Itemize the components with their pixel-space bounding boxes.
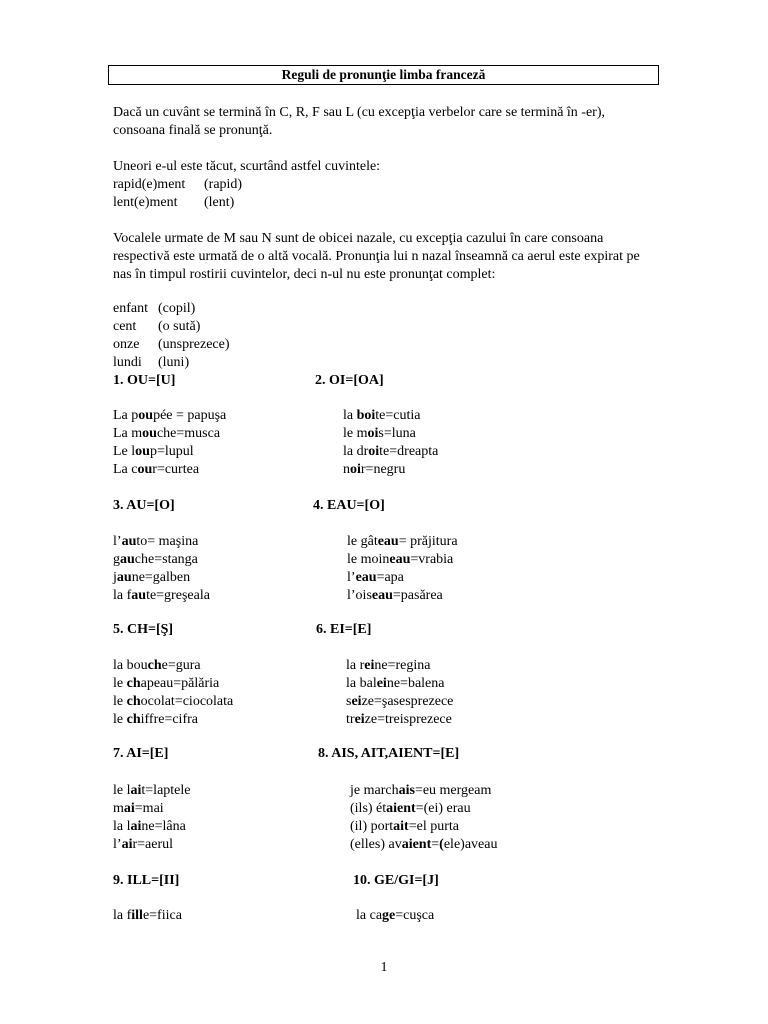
rule-example: la boite=cutia: [343, 408, 421, 423]
rule-heading: 5. CH=[Ş]: [113, 622, 174, 637]
example-word: enfant: [113, 301, 148, 316]
rule-example: l’auto= maşina: [113, 534, 199, 549]
rule-example: la cage=cuşca: [356, 908, 435, 923]
rule-example: (ils) étaient=(ei) erau: [350, 801, 471, 816]
rule-example: La mouche=musca: [113, 426, 221, 441]
rule-heading: 10. GE/GI=[J]: [353, 873, 439, 888]
muted-e-example-1: [113, 176, 243, 194]
rule-heading: 2. OI=[OA]: [315, 373, 384, 388]
example-translation: (luni): [158, 355, 190, 370]
rule-heading: 9. ILL=[II]: [113, 873, 180, 888]
page-number: 1: [380, 960, 388, 975]
rule-heading: 6. EI=[E]: [316, 622, 372, 637]
rule-example: le moineau=vrabia: [347, 552, 454, 567]
example-translation: (o sută): [158, 319, 201, 334]
rule-example: la reine=regina: [346, 658, 431, 673]
rule-example: noir=negru: [343, 462, 406, 477]
rule-example: la faute=greşeala: [113, 588, 210, 603]
rule-example: le mois=luna: [343, 426, 416, 441]
intro-paragraph-3: Vocalele urmate de M sau N sunt de obicei nazale, cu excepţia cazului în care consoana respectivă este urmată de o altă vocală. Pronunţia lui n nazal înseamnă ca aerul este expirat pe nas în timpul rostirii cuvintelor, deci n-ul nu este pronunţat complet:: [113, 231, 640, 282]
rule-example: l’air=aerul: [113, 837, 173, 852]
rule-example: la droite=dreapta: [343, 444, 439, 459]
rule-example: (elles) avaient=(ele)aveau: [350, 837, 498, 852]
nasal-example-1: [113, 300, 196, 318]
rule-example: Le loup=lupul: [113, 444, 194, 459]
rule-heading: 1. OU=[U]: [113, 373, 176, 388]
rule-example: le chiffre=cifra: [113, 712, 198, 727]
example-word: cent: [113, 319, 137, 334]
example-word: onze: [113, 337, 140, 352]
rule-example: l’oiseau=pasărea: [347, 588, 443, 603]
rule-example: la laine=lâna: [113, 819, 186, 834]
rule-heading: 4. EAU=[O]: [313, 498, 385, 513]
intro-paragraph-2: Uneori e-ul este tăcut, scurtând astfel cuvintele:: [113, 159, 381, 174]
rule-heading: 3. AU=[O]: [113, 498, 175, 513]
rule-example: La cour=curtea: [113, 462, 200, 477]
rule-example: je marchais=eu mergeam: [350, 783, 492, 798]
rule-example: la bouche=gura: [113, 658, 201, 673]
rule-example: seize=şasesprezece: [346, 694, 454, 709]
intro-paragraph-1: Dacă un cuvânt se termină în C, R, F sau L (cu excepţia verbelor care se termină în -er), consoana finală se pronunţă.: [113, 105, 606, 138]
rule-example: le chapeau=pălăria: [113, 676, 220, 691]
example-word: lent(e)ment: [113, 195, 178, 210]
rule-heading: 8. AIS, AIT,AIENT=[E]: [318, 746, 460, 761]
rule-example: mai=mai: [113, 801, 164, 816]
rule-example: (il) portait=el purta: [350, 819, 459, 834]
rule-example: la baleine=balena: [346, 676, 445, 691]
nasal-example-3: [113, 336, 230, 354]
example-translation: (copil): [158, 301, 196, 316]
nasal-example-2: [113, 318, 201, 336]
example-translation: (unsprezece): [158, 337, 230, 352]
rule-example: La poupée = papuşa: [113, 408, 227, 423]
rule-example: jaune=galben: [113, 570, 191, 585]
rule-heading: 7. AI=[E]: [113, 746, 169, 761]
muted-e-example-2: [113, 194, 235, 212]
example-word: lundi: [113, 355, 142, 370]
rule-example: l’eau=apa: [347, 570, 404, 585]
rule-example: gauche=stanga: [113, 552, 198, 567]
page-title: Reguli de pronunţie limba franceză: [108, 65, 659, 85]
rule-example: la fille=fiica: [113, 908, 182, 923]
rule-example: le lait=laptele: [113, 783, 191, 798]
rule-example: treize=treisprezece: [346, 712, 452, 727]
nasal-example-4: [113, 354, 190, 372]
example-translation: (rapid): [204, 177, 243, 192]
example-translation: (lent): [204, 195, 235, 210]
rule-example: le gâteau= prăjitura: [347, 534, 458, 549]
example-word: rapid(e)ment: [113, 177, 186, 192]
rule-example: le chocolat=ciocolata: [113, 694, 234, 709]
